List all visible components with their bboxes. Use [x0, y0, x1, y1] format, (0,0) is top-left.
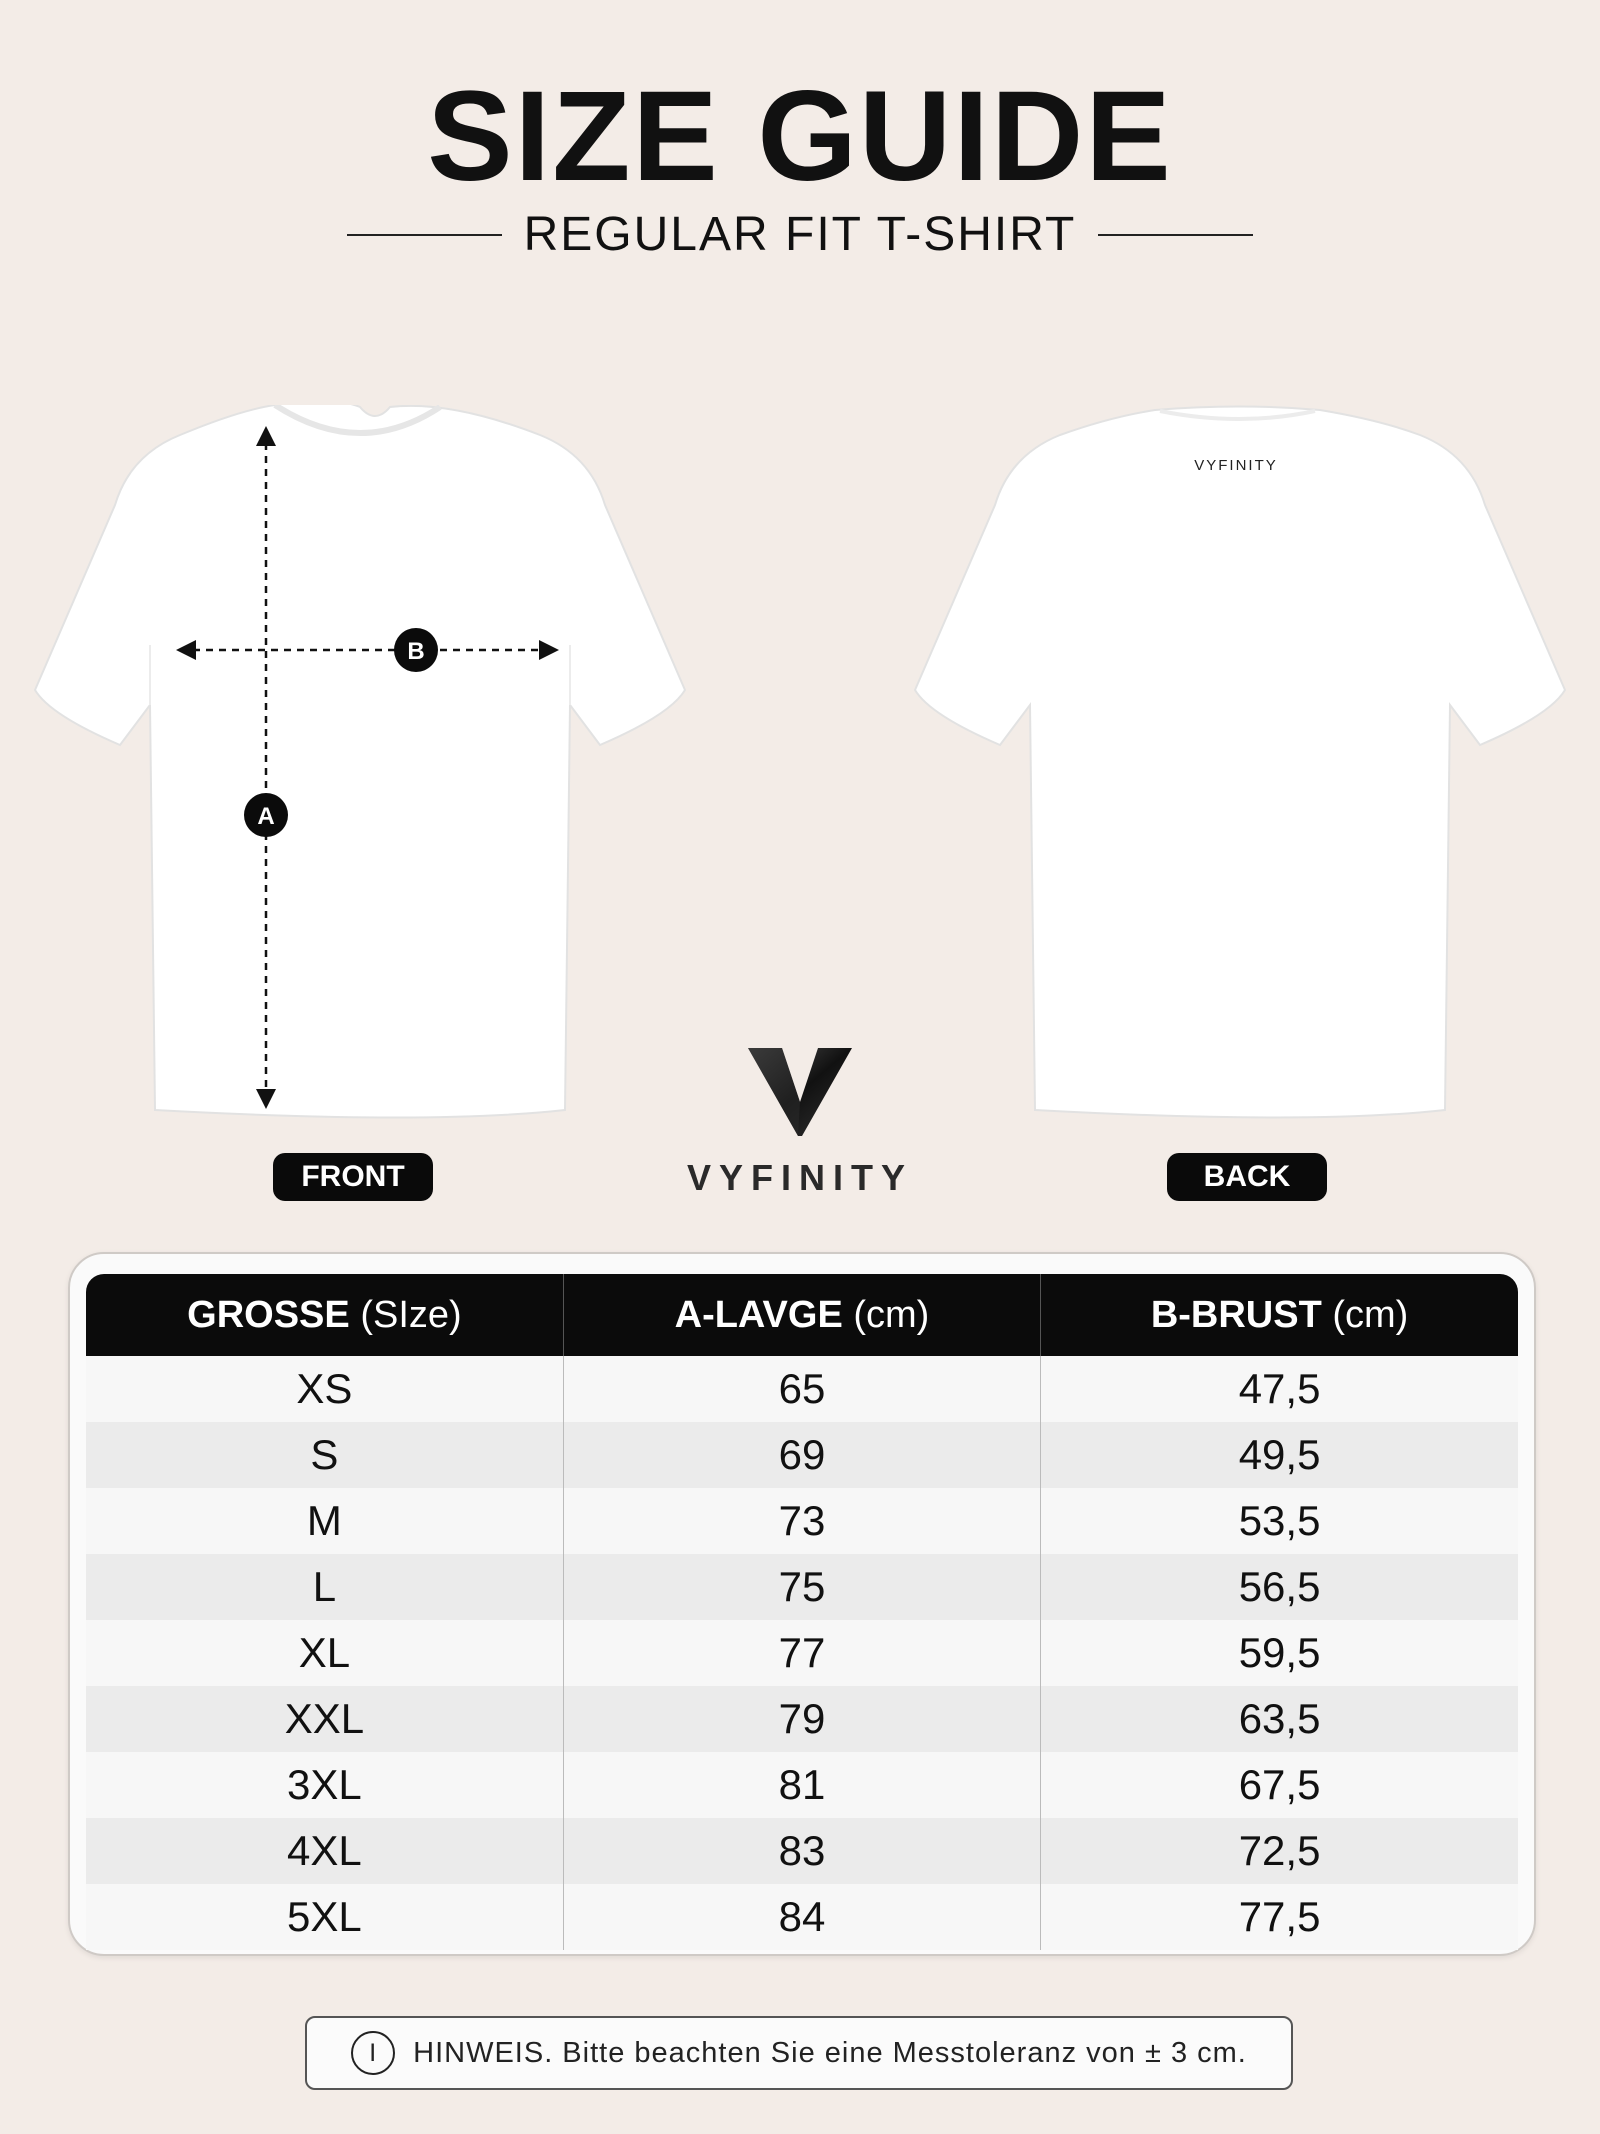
cell-size: XS [86, 1356, 563, 1422]
marker-b [394, 628, 438, 672]
cell-chest: 59,5 [1041, 1620, 1518, 1686]
table-row [86, 1356, 1518, 1422]
subtitle-divider-left [347, 234, 502, 236]
svg-text:A: A [257, 803, 275, 830]
cell-chest: 56,5 [1041, 1554, 1518, 1620]
table-row [86, 1488, 1518, 1554]
table-row [86, 1686, 1518, 1752]
table-row [86, 1620, 1518, 1686]
header-size: GROSSE (SIze) [86, 1274, 563, 1356]
brand-name: VYFINITY [686, 1157, 914, 1198]
table-row [86, 1752, 1518, 1818]
table-row [86, 1422, 1518, 1488]
back-label: BACK [1167, 1153, 1327, 1201]
cell-length: 81 [563, 1752, 1040, 1818]
cell-length: 77 [563, 1620, 1040, 1686]
cell-length: 75 [563, 1554, 1040, 1620]
subtitle-row [0, 205, 1600, 265]
front-label: FRONT [273, 1153, 433, 1201]
cell-size: 5XL [86, 1884, 563, 1950]
size-table-card [68, 1252, 1536, 1956]
header-length: A-LAVGE (cm) [563, 1274, 1040, 1356]
info-icon: I [351, 2031, 395, 2075]
cell-size: M [86, 1488, 563, 1554]
back-neck-print: VYFINITY [1194, 457, 1278, 474]
cell-size: XXL [86, 1686, 563, 1752]
table-row [86, 1818, 1518, 1884]
table-row [86, 1554, 1518, 1620]
cell-chest: 63,5 [1041, 1686, 1518, 1752]
tshirt-front-image [30, 405, 690, 1125]
cell-length: 65 [563, 1356, 1040, 1422]
header-chest: B-BRUST (cm) [1041, 1274, 1518, 1356]
table-header-row [86, 1274, 1518, 1356]
v-logo-icon [740, 1040, 860, 1140]
cell-size: 3XL [86, 1752, 563, 1818]
cell-chest: 72,5 [1041, 1818, 1518, 1884]
tshirt-back-image [910, 405, 1570, 1125]
page-title: SIZE GUIDE [427, 65, 1173, 208]
cell-size: S [86, 1422, 563, 1488]
cell-size: XL [86, 1620, 563, 1686]
cell-chest: 67,5 [1041, 1752, 1518, 1818]
cell-length: 79 [563, 1686, 1040, 1752]
cell-size: 4XL [86, 1818, 563, 1884]
page-subtitle: REGULAR FIT T-SHIRT [523, 208, 1077, 261]
marker-a [244, 793, 288, 837]
subtitle-divider-right [1098, 234, 1253, 236]
cell-length: 69 [563, 1422, 1040, 1488]
cell-chest: 53,5 [1041, 1488, 1518, 1554]
cell-length: 84 [563, 1884, 1040, 1950]
size-table [86, 1274, 1518, 1950]
cell-length: 73 [563, 1488, 1040, 1554]
cell-chest: 49,5 [1041, 1422, 1518, 1488]
cell-chest: 47,5 [1041, 1356, 1518, 1422]
table-row [86, 1884, 1518, 1950]
svg-text:B: B [407, 638, 425, 665]
cell-chest: 77,5 [1041, 1884, 1518, 1950]
tolerance-note [305, 2016, 1293, 2090]
note-text: HINWEIS. Bitte beachten Sie eine Messtoleranz von ± 3 cm. [413, 2036, 1247, 2069]
cell-length: 83 [563, 1818, 1040, 1884]
cell-size: L [86, 1554, 563, 1620]
